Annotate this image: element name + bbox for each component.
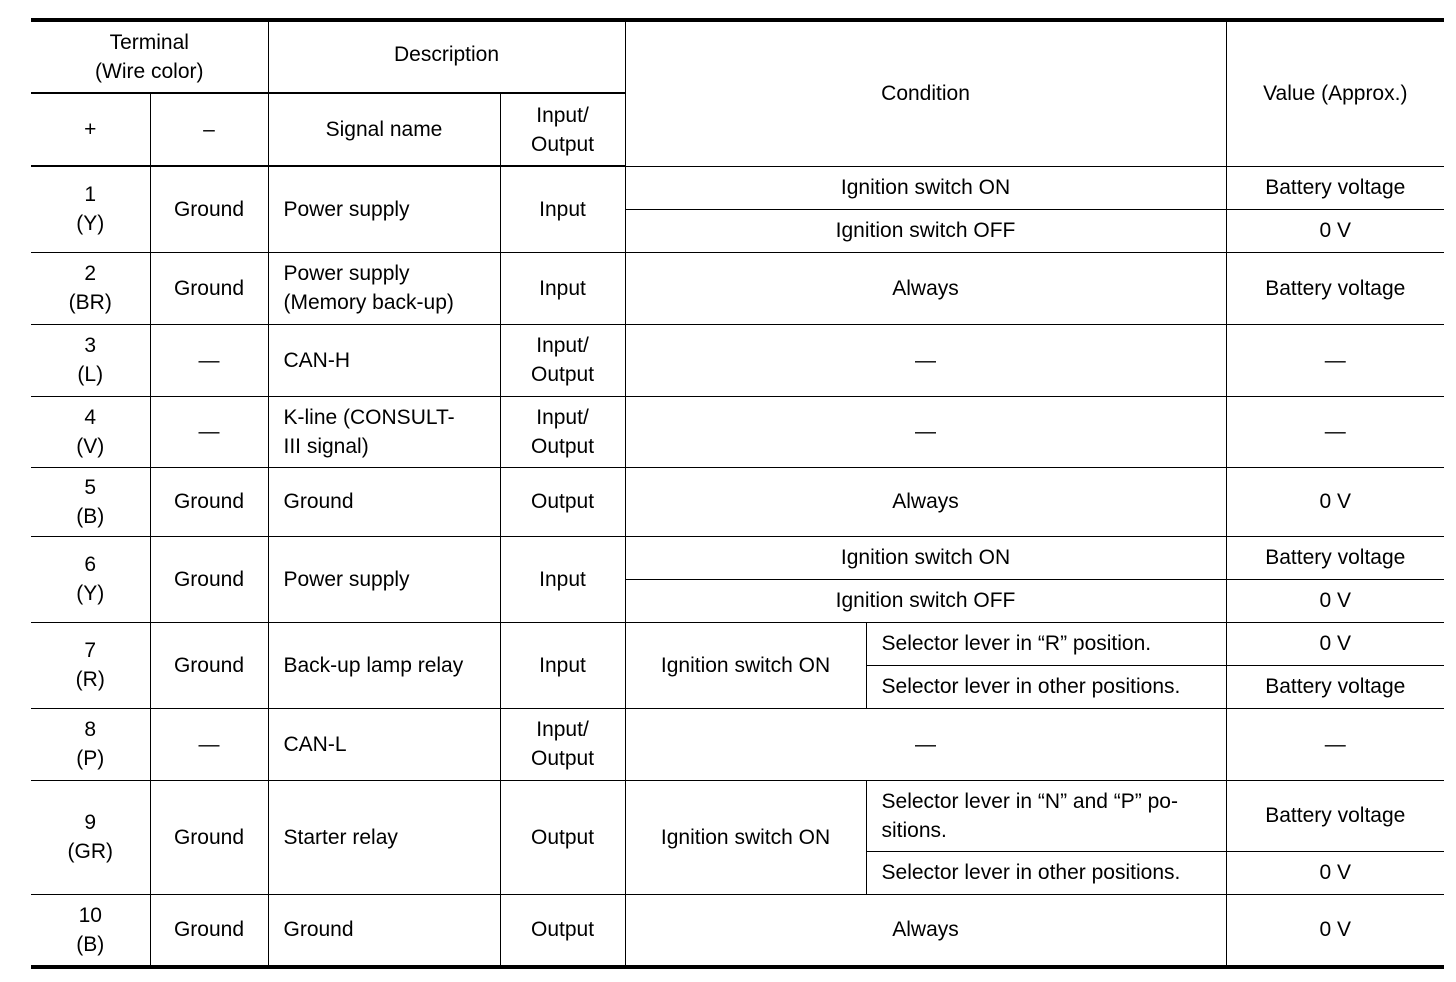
terminal-plus-text: 9 <box>84 811 97 834</box>
input-output-text: Output <box>530 747 595 770</box>
value-cell <box>1226 396 1444 467</box>
condition-cell-text: Always <box>892 276 959 300</box>
terminal-minus <box>150 622 268 708</box>
terminal-header: Terminal (Wire color) <box>31 20 268 93</box>
table-row <box>31 894 1444 967</box>
signal-name-text: Ground <box>283 490 354 513</box>
terminal-minus-text: — <box>198 420 220 443</box>
condition-sub <box>866 780 1226 851</box>
condition-cell-text: Ignition switch OFF <box>835 219 1016 242</box>
terminal-plus-text: (Y) <box>76 212 105 236</box>
input-output-text: Input <box>539 197 586 221</box>
terminal-minus-text: Ground <box>173 490 245 513</box>
terminal-plus-text: 2 <box>84 262 97 285</box>
input-output <box>500 467 625 536</box>
signal-name-text: (Memory back-up) <box>283 291 454 314</box>
signal-name <box>268 396 500 467</box>
input-output <box>500 622 625 708</box>
terminal-minus-text: — <box>198 348 220 372</box>
value-cell-text: Battery voltage <box>1265 546 1406 569</box>
condition-cell <box>625 894 1226 967</box>
signal-name <box>268 708 500 780</box>
input-output <box>500 324 625 396</box>
terminal-plus-text: (P) <box>76 747 105 770</box>
terminal-plus-text: (Y) <box>76 582 105 605</box>
terminal-plus-text: 4 <box>84 405 97 429</box>
input-output <box>500 894 625 967</box>
terminal-plus <box>31 780 150 894</box>
terminal-plus-text: 1 <box>84 183 97 207</box>
condition-main <box>625 622 866 708</box>
terminal-minus-text: — <box>198 732 220 756</box>
value-cell <box>1226 780 1444 851</box>
table-row <box>31 622 1444 665</box>
value-cell <box>1226 579 1444 622</box>
value-cell <box>1226 252 1444 324</box>
condition-cell <box>625 252 1226 324</box>
terminal-plus-text: (L) <box>77 363 104 386</box>
signal-name-text: Ground <box>283 918 354 942</box>
terminal-minus <box>150 780 268 894</box>
input-output-text: Input/ <box>536 334 589 357</box>
header-row-1 <box>31 20 1444 93</box>
terminal-plus <box>31 536 150 622</box>
terminal-minus <box>150 894 268 967</box>
input-output-text: Output <box>530 825 595 849</box>
input-output-text: Output <box>530 490 595 513</box>
condition-cell-text: — <box>915 420 937 443</box>
value-cell-text: 0 V <box>1319 861 1352 884</box>
condition-header: Condition <box>625 20 1226 166</box>
value-cell-text: 0 V <box>1319 490 1352 513</box>
value-cell <box>1226 622 1444 665</box>
condition-main-text: Ignition switch ON <box>660 825 831 849</box>
condition-sub <box>866 851 1226 894</box>
terminal-plus-text: 5 <box>84 475 97 499</box>
input-output <box>500 536 625 622</box>
terminal-minus <box>150 708 268 780</box>
input-output-text: Input <box>539 276 586 300</box>
condition-cell-text: Ignition switch ON <box>840 176 1011 199</box>
table-row <box>31 252 1444 324</box>
input-output-text: Output <box>530 434 595 458</box>
signal-name-text: Back-up lamp relay <box>283 653 464 677</box>
signal-name <box>268 780 500 894</box>
value-cell-text: Battery voltage <box>1265 176 1406 199</box>
condition-sub-text: Selector lever in other positions. <box>881 675 1181 698</box>
condition-cell <box>625 708 1226 780</box>
terminal-plus <box>31 622 150 708</box>
plus-header: + <box>31 93 150 166</box>
condition-cell <box>625 467 1226 536</box>
terminal-plus-text: (GR) <box>67 840 113 863</box>
terminal-plus-text: (V) <box>76 434 105 458</box>
signal-name <box>268 894 500 967</box>
value-cell-text: Battery voltage <box>1265 276 1406 300</box>
signal-name-text: Starter relay <box>283 825 398 849</box>
terminal-minus-text: Ground <box>173 276 245 300</box>
terminal-plus-text: 10 <box>78 903 102 927</box>
condition-cell <box>625 579 1226 622</box>
value-cell-text: — <box>1324 348 1346 372</box>
signal-name-text: Power supply <box>283 567 410 591</box>
terminal-minus-text: Ground <box>173 825 245 849</box>
terminal-plus-text: (B) <box>76 504 105 528</box>
signal-name-header: Signal name <box>268 93 500 166</box>
value-cell <box>1226 166 1444 209</box>
terminal-minus-text: Ground <box>173 918 245 942</box>
table-row <box>31 780 1444 851</box>
input-output-text: Output <box>530 363 595 386</box>
terminal-minus <box>150 252 268 324</box>
terminal-plus <box>31 467 150 536</box>
value-cell <box>1226 324 1444 396</box>
terminal-plus-text: 7 <box>84 639 97 662</box>
terminal-plus <box>31 324 150 396</box>
terminal-minus-text: Ground <box>173 653 245 677</box>
input-output <box>500 166 625 252</box>
terminal-plus <box>31 396 150 467</box>
terminal-plus <box>31 252 150 324</box>
input-output <box>500 780 625 894</box>
signal-name-text: CAN-H <box>283 348 350 372</box>
signal-name-text: CAN-L <box>283 732 347 756</box>
value-cell <box>1226 851 1444 894</box>
value-cell-text: 0 V <box>1319 589 1352 612</box>
table-row <box>31 396 1444 467</box>
terminal-minus <box>150 324 268 396</box>
condition-sub-text: Selector lever in “R” position. <box>881 632 1152 655</box>
value-cell-text: Battery voltage <box>1265 804 1406 827</box>
condition-main <box>625 780 866 894</box>
signal-name-text: Power supply <box>283 197 410 221</box>
input-output <box>500 396 625 467</box>
input-output-text: Input <box>539 567 586 591</box>
io-header: Input/ Output <box>500 93 625 166</box>
terminal-minus <box>150 396 268 467</box>
terminal-plus <box>31 708 150 780</box>
input-output-text: Input/ <box>536 718 589 741</box>
terminal-plus-text: 6 <box>84 553 97 576</box>
condition-cell <box>625 209 1226 252</box>
signal-name <box>268 467 500 536</box>
condition-cell-text: Always <box>892 918 959 942</box>
condition-cell-text: — <box>915 348 937 372</box>
value-cell-text: 0 V <box>1319 918 1352 942</box>
terminal-minus-text: Ground <box>173 567 245 591</box>
description-header: Description <box>268 20 625 93</box>
terminal-plus-text: 3 <box>84 334 97 357</box>
signal-name <box>268 324 500 396</box>
input-output <box>500 252 625 324</box>
signal-name-text: III signal) <box>283 434 369 458</box>
terminal-plus <box>31 166 150 252</box>
table-row <box>31 166 1444 209</box>
condition-cell-text: Ignition switch OFF <box>835 589 1016 612</box>
table-row <box>31 536 1444 579</box>
input-output-text: Input <box>539 653 586 677</box>
condition-sub-text: Selector lever in “N” and “P” po- <box>881 789 1178 813</box>
condition-cell <box>625 324 1226 396</box>
value-cell <box>1226 665 1444 708</box>
input-output <box>500 708 625 780</box>
input-output-text: Input/ <box>536 405 589 429</box>
condition-cell <box>625 166 1226 209</box>
table-row <box>31 467 1444 536</box>
condition-cell-text: Always <box>892 490 959 513</box>
condition-cell-text: Ignition switch ON <box>840 546 1011 569</box>
signal-name <box>268 252 500 324</box>
terminal-plus-text: (R) <box>75 668 105 691</box>
value-cell <box>1226 536 1444 579</box>
condition-cell-text: — <box>915 732 937 756</box>
condition-cell <box>625 396 1226 467</box>
terminal-table <box>31 18 1444 969</box>
value-cell-text: 0 V <box>1319 632 1352 655</box>
minus-header: – <box>150 93 268 166</box>
condition-sub <box>866 622 1226 665</box>
signal-name-text: K-line (CONSULT- <box>283 405 455 429</box>
value-cell-text: — <box>1324 420 1346 443</box>
value-cell <box>1226 708 1444 780</box>
value-cell-text: Battery voltage <box>1265 675 1406 698</box>
terminal-minus <box>150 166 268 252</box>
signal-name-text: Power supply <box>283 262 410 285</box>
terminal-plus-text: (BR) <box>68 291 112 314</box>
signal-name <box>268 536 500 622</box>
value-cell <box>1226 209 1444 252</box>
terminal-plus-text: 8 <box>84 718 97 741</box>
condition-cell <box>625 536 1226 579</box>
signal-name <box>268 622 500 708</box>
signal-name <box>268 166 500 252</box>
value-header: Value (Approx.) <box>1226 20 1444 166</box>
terminal-minus-text: Ground <box>173 197 245 221</box>
value-cell <box>1226 894 1444 967</box>
table-row <box>31 708 1444 780</box>
condition-main-text: Ignition switch ON <box>660 653 831 677</box>
value-cell-text: 0 V <box>1319 219 1352 242</box>
condition-sub-text: sitions. <box>881 818 947 842</box>
terminal-plus-text: (B) <box>76 932 105 956</box>
value-cell-text: — <box>1324 732 1346 756</box>
condition-sub-text: Selector lever in other positions. <box>881 861 1181 884</box>
value-cell <box>1226 467 1444 536</box>
terminal-minus <box>150 467 268 536</box>
terminal-plus <box>31 894 150 967</box>
condition-sub <box>866 665 1226 708</box>
table-row <box>31 324 1444 396</box>
terminal-minus <box>150 536 268 622</box>
input-output-text: Output <box>530 918 595 942</box>
